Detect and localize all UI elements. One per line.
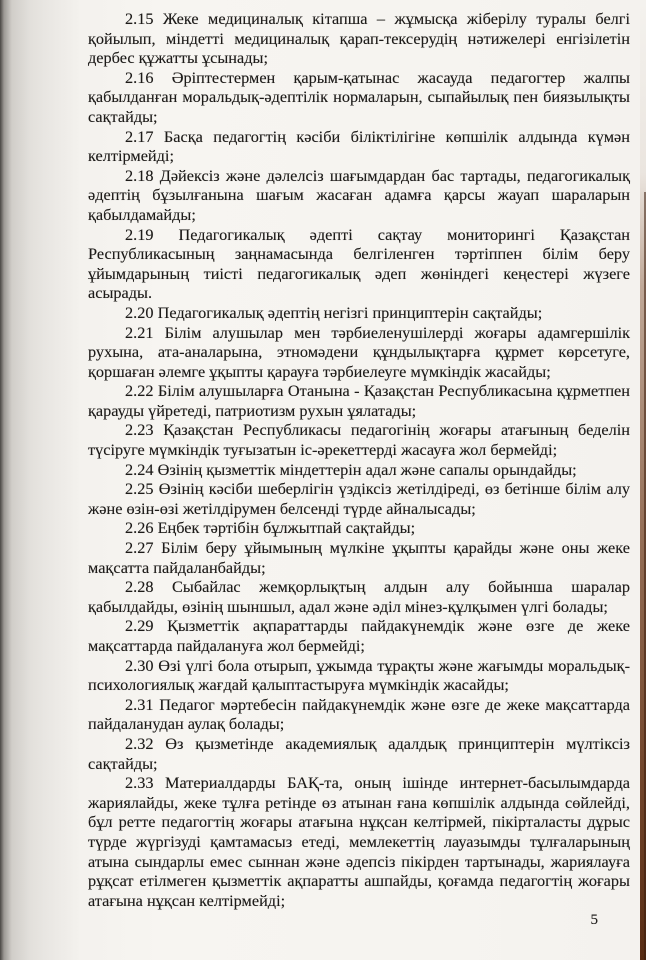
paragraph-text: Педагог мәртебесін пайдакүнемдік және өзге де жеке мақсаттарда пайдаланудан аулақ болады; bbox=[88, 694, 630, 734]
paragraph-number: 2.21 bbox=[125, 322, 154, 342]
document-paragraph bbox=[88, 225, 630, 303]
paragraph-number: 2.17 bbox=[125, 126, 154, 146]
paragraph-number: 2.20 bbox=[125, 302, 154, 322]
document-paragraph bbox=[88, 773, 630, 910]
document-paragraph bbox=[88, 695, 630, 734]
paragraph-text: Педагогикалық әдепті сақтау мониторингі Қазақстан Республикасының заңнамасында белгіленген тәртіппен білім беру ұйымдарының тиісті педагогикалық әдеп жөніндегі кеңестері жүзеге асырады. bbox=[88, 224, 631, 303]
paragraph-number: 2.28 bbox=[125, 577, 154, 597]
document-paragraph bbox=[88, 303, 630, 323]
paragraph-text: Қызметтік ақпараттарды пайдакүнемдік және өзге де жеке мақсаттарда пайдалануға жол бермейді; bbox=[88, 616, 630, 655]
document-paragraph bbox=[88, 68, 630, 127]
scan-gutter-shadow bbox=[0, 0, 80, 960]
paragraph-text: Педагогикалық әдептің негізгі принциптерін сақтайды; bbox=[157, 302, 543, 322]
document-paragraph bbox=[88, 9, 630, 68]
paragraph-number: 2.23 bbox=[125, 420, 154, 440]
paragraph-text: Әріптестермен қарым-қатынас жасауда педагогтер жалпы қабылданған моральдық-әдептілік нормаларын, сыпайылық пен биязылықты сақтайды; bbox=[88, 67, 630, 126]
paragraph-text: Жеке медициналық кітапша – жұмысқа жіберілу туралы белгі қойылып, міндетті медициналық қарап-тексерудің нәтижелері енгізілетін дербес құжатты ұсынады; bbox=[88, 9, 630, 68]
paragraph-number: 2.16 bbox=[125, 67, 154, 87]
paragraph-number: 2.30 bbox=[125, 655, 154, 675]
document-paragraph bbox=[88, 577, 630, 616]
paragraph-number: 2.33 bbox=[125, 773, 154, 793]
document-paragraph bbox=[88, 479, 630, 518]
paragraph-text: Материалдарды БАҚ-та, оның ішінде интернет-басылымдарда жариялайды, жеке тұлға ретінде өз атынан ғана көпшілік алдында сөйлейді, бұл ретте педагогтің жоғары атағына нұқсан келтірмей, пікірталасты дұрыс түрде жүргізуді қамтамасыз етеді, мемлекеттің лауазымды тұлғаларының атына сындарлы емес сыннан және әдепсіз пікірден тартынады, жариялауға рұқсат етілмеген қызметтік ақпаратты ашпайды, қоғамда педагогтің жоғары атағына нұқсан келтірмейді; bbox=[88, 773, 630, 910]
document-paragraph bbox=[88, 460, 630, 480]
document-paragraph bbox=[88, 518, 630, 538]
paragraph-number: 2.22 bbox=[125, 381, 154, 401]
paragraph-text: Білім алушыларға Отанына - Қазақстан Республикасына құрметпен қарауды үйретеді, патриотизм рухын ұялатады; bbox=[88, 381, 630, 420]
paragraph-number: 2.31 bbox=[125, 694, 154, 714]
paragraph-number: 2.19 bbox=[125, 224, 154, 244]
document-paragraph bbox=[88, 656, 630, 695]
paragraph-number: 2.25 bbox=[125, 479, 154, 499]
scan-page-edge-line bbox=[640, 0, 646, 960]
document-paragraph bbox=[88, 616, 630, 655]
document-paragraph bbox=[88, 538, 630, 577]
page-number: 5 bbox=[590, 912, 598, 928]
paragraph-text: Білім беру ұйымының мүлкіне ұқыпты қарайды және оны жеке мақсатта пайдаланбайды; bbox=[88, 538, 630, 577]
document-body bbox=[88, 9, 630, 910]
paragraph-number: 2.26 bbox=[125, 518, 154, 538]
paragraph-text: Қазақстан Республикасы педагогінің жоғары атағының беделін түсіруге мүмкіндік туғызатын іс-әрекеттерді жасауға жол бермейді; bbox=[88, 420, 630, 460]
paragraph-text: Сыбайлас жемқорлықтың алдын алу бойынша шаралар қабылдайды, өзінің шыншыл, адал және әділ мінез-құлқымен үлгі болады; bbox=[88, 577, 630, 616]
paragraph-text: Өзінің қызметтік міндеттерін адал және сапалы орындайды; bbox=[157, 459, 577, 479]
document-paragraph bbox=[88, 323, 630, 382]
paragraph-text: Өз қызметінде академиялық адалдық принциптерін мүлтіксіз сақтайды; bbox=[88, 733, 630, 773]
paragraph-number: 2.32 bbox=[125, 733, 154, 753]
document-paragraph bbox=[88, 166, 630, 225]
paragraph-text: Өзі үлгі бола отырып, ұжымда тұрақты және жағымды моральдық-психологиялық жағдай қалыптастыруға мүмкіндік жасайды; bbox=[88, 655, 630, 695]
paragraph-text: Білім алушылар мен тәрбиеленушілерді жоғары адамгершілік рухына, ата-аналарына, этномәдени құндылықтарға құрмет көрсетуге, қоршаған әлемге ұқыпты қарауға тәрбиелеуге мүмкіндік жасайды; bbox=[88, 322, 631, 381]
document-paragraph bbox=[88, 734, 630, 773]
document-paragraph bbox=[88, 381, 630, 420]
paragraph-text: Дәйексіз және дәлелсіз шағымдардан бас тартады, педагогикалық әдептің бұзылғанына шағым жасаған адамға қарсы жауап шараларын қабылдамайды; bbox=[88, 165, 630, 224]
paragraph-number: 2.15 bbox=[125, 9, 154, 28]
paragraph-text: Өзінің кәсіби шеберлігін үздіксіз жетілдіреді, өз бетінше білім алу және өзін-өзі жетілдірумен белсенді түрде айналысады; bbox=[88, 479, 630, 518]
document-paragraph bbox=[88, 420, 630, 459]
paragraph-number: 2.27 bbox=[125, 538, 154, 558]
paragraph-number: 2.18 bbox=[125, 165, 154, 185]
document-paragraph bbox=[88, 127, 630, 166]
paragraph-text: Еңбек тәртібін бұлжытпай сақтайды; bbox=[157, 518, 416, 538]
paragraph-number: 2.29 bbox=[125, 616, 154, 636]
paragraph-text: Басқа педагогтің кәсіби біліктілігіне көпшілік алдында күмән келтірмейді; bbox=[88, 126, 630, 166]
paragraph-number: 2.24 bbox=[125, 459, 154, 479]
